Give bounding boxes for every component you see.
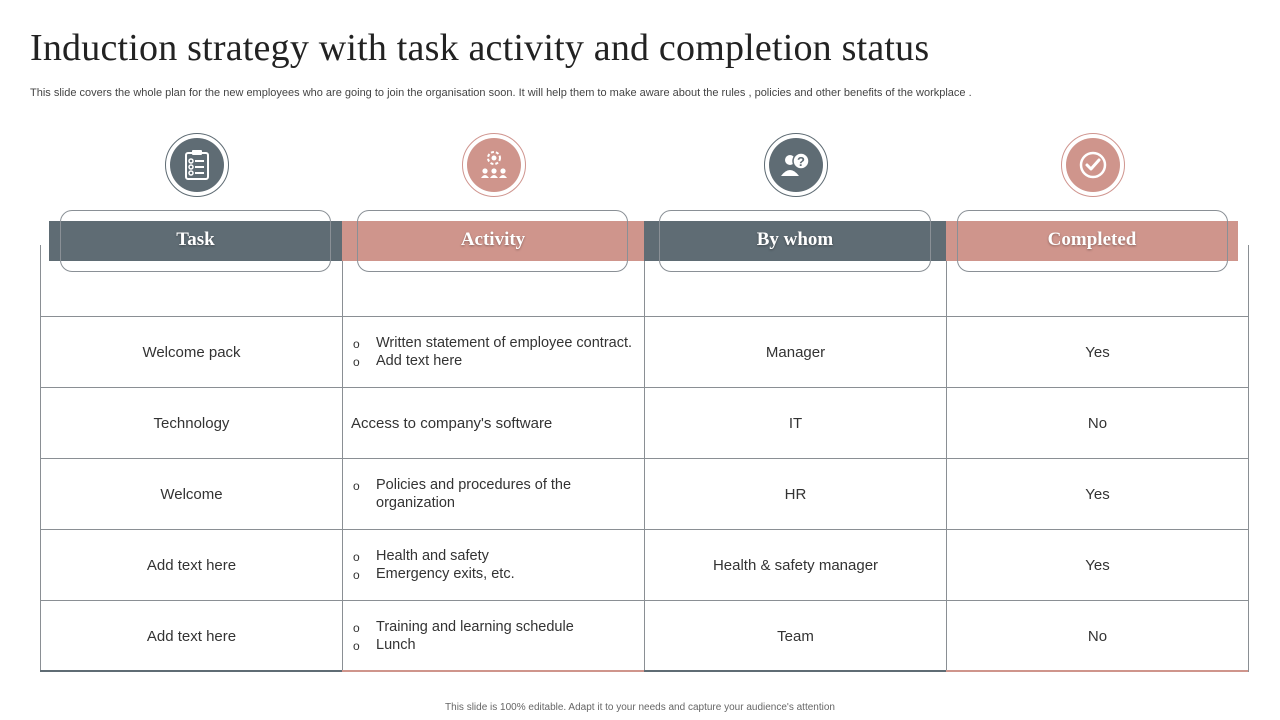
page-title: Induction strategy with task activity and completion status bbox=[30, 27, 930, 69]
task-cell: Welcome bbox=[41, 459, 343, 530]
activity-cell: Access to company's software bbox=[343, 388, 645, 459]
team-settings-icon bbox=[476, 147, 512, 183]
header-activity: Activity bbox=[460, 229, 526, 250]
completed-cell: No bbox=[947, 601, 1249, 672]
by-whom-cell: HR bbox=[645, 459, 947, 530]
by-whom-cell: Health & safety manager bbox=[645, 530, 947, 601]
header-by-whom: By whom bbox=[756, 229, 834, 250]
by-whom-icon-badge bbox=[764, 133, 828, 197]
activity-bullet: o Emergency exits, etc. bbox=[351, 565, 638, 583]
by-whom-cell: Manager bbox=[645, 317, 947, 388]
activity-bullet: o Written statement of employee contract. bbox=[351, 334, 638, 352]
activity-cell bbox=[343, 459, 645, 530]
task-cell: Technology bbox=[41, 388, 343, 459]
activity-cell bbox=[343, 530, 645, 601]
activity-bullet: o Policies and procedures of the organization bbox=[351, 476, 591, 512]
bottom-accent-slate bbox=[40, 670, 342, 672]
activity-icon-badge bbox=[462, 133, 526, 197]
task-cell: Add text here bbox=[41, 601, 343, 672]
bottom-accent-slate bbox=[644, 670, 946, 672]
table-row bbox=[41, 388, 1249, 459]
checklist-clipboard-icon bbox=[180, 148, 214, 182]
activity-bullet: o Lunch bbox=[351, 636, 638, 654]
task-icon-badge bbox=[165, 133, 229, 197]
table-row bbox=[41, 530, 1249, 601]
completed-icon-badge bbox=[1061, 133, 1125, 197]
task-cell: Welcome pack bbox=[41, 317, 343, 388]
bottom-accent-rose bbox=[342, 670, 644, 672]
activity-cell bbox=[343, 601, 645, 672]
bottom-accent-rose bbox=[946, 670, 1248, 672]
activity-cell bbox=[343, 317, 645, 388]
table-row bbox=[41, 317, 1249, 388]
completed-cell: Yes bbox=[947, 317, 1249, 388]
completed-cell: Yes bbox=[947, 459, 1249, 530]
footer-note: This slide is 100% editable. Adapt it to your needs and capture your audience's attention bbox=[445, 702, 835, 713]
header-completed: Completed bbox=[1047, 229, 1137, 250]
induction-table bbox=[40, 245, 1248, 670]
checkmark-icon bbox=[1076, 148, 1110, 182]
page-subtitle: This slide covers the whole plan for the new employees who are going to join the organisation soon. It will help them to make aware about the rules , policies and other benefits of the workplace . bbox=[30, 87, 972, 99]
table-row bbox=[41, 459, 1249, 530]
completed-cell: Yes bbox=[947, 530, 1249, 601]
completed-cell: No bbox=[947, 388, 1249, 459]
by-whom-cell: Team bbox=[645, 601, 947, 672]
svg-text:?: ? bbox=[797, 154, 805, 169]
table-row bbox=[41, 601, 1249, 672]
activity-bullet: o Add text here bbox=[351, 352, 638, 370]
activity-bullet: o Health and safety bbox=[351, 547, 638, 565]
by-whom-cell: IT bbox=[645, 388, 947, 459]
header-task: Task bbox=[176, 229, 215, 250]
activity-bullet: o Training and learning schedule bbox=[351, 618, 638, 636]
people-question-icon bbox=[778, 147, 814, 183]
task-cell: Add text here bbox=[41, 530, 343, 601]
